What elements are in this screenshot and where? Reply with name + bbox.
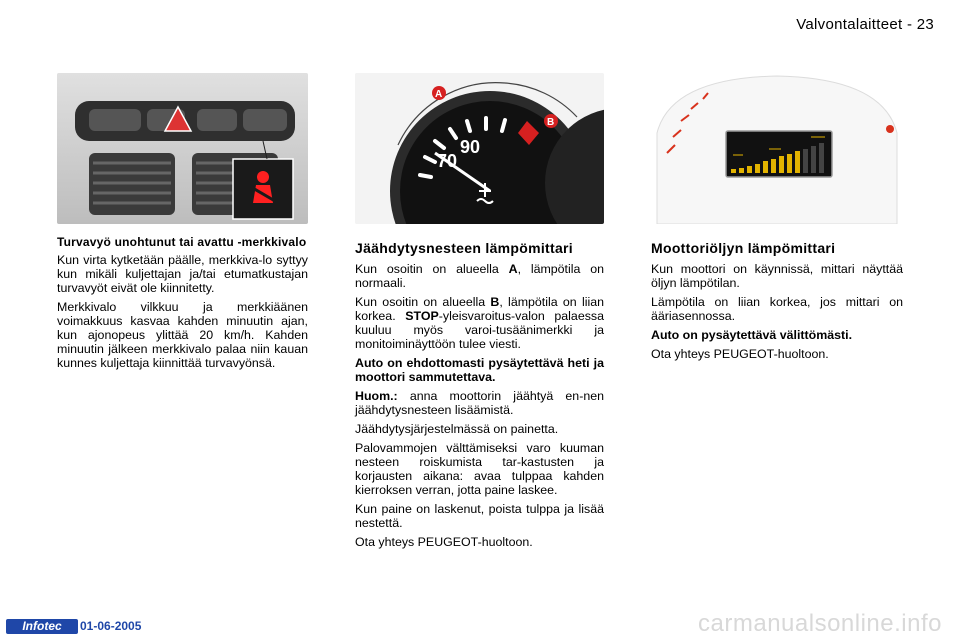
coolant-paragraph-5: Kun paine on laskenut, poista tulppa ja lisää nestettä. — [355, 502, 604, 530]
coolant-paragraph-2 — [355, 295, 604, 351]
coolant-paragraph-4: Palovammojen välttämiseksi varo kuuman nesteen roiskumista tar-kastusten ja korjausten aikana: avaa tulppaa kahden kierroksen verran, jotta paine laskee. — [355, 441, 604, 497]
coolant-paragraph-1 — [355, 262, 604, 290]
page-header: Valvontalaitteet - 23 — [796, 16, 934, 33]
coolant-note — [355, 389, 604, 417]
coolant-zone-b-ref: B — [490, 295, 500, 309]
zone-b-label: B — [547, 117, 555, 128]
note-text: anna moottorin jäähtyä en-nen jäähdytysnesteen lisäämistä. — [355, 389, 604, 417]
infotec-logo: Infotec — [6, 619, 78, 634]
coolant-p2-text-c: , lämpötila on liian korkea. — [355, 295, 604, 323]
stop-label: STOP — [405, 309, 439, 323]
coolant-paragraph-6: Ota yhteys PEUGEOT-huoltoon. — [355, 535, 533, 549]
oil-paragraph-2: Lämpötila on liian korkea, jos mittari on ääriasennossa. — [651, 295, 903, 323]
oil-temperature-display-photo — [651, 73, 903, 224]
coolant-p1-text-c: , lämpötila on normaali. — [355, 262, 604, 290]
oil-paragraph-3: Ota yhteys PEUGEOT-huoltoon. — [651, 347, 829, 361]
oil-warning: Auto on pysäytettävä välittömästi. — [651, 328, 853, 342]
column-oil-temperature — [651, 240, 903, 366]
coolant-warning: Auto on ehdottomasti pysäytettävä heti ja moottori sammutettava. — [355, 356, 604, 384]
coolant-p2-text-e: -yleisvaroitus-valon palaessa kuuluu myös varoi-tusäänimerkki ja monitoiminäyttöön tulee viesti. — [355, 309, 604, 351]
footer-date: 01-06-2005 — [80, 619, 142, 633]
coolant-p2-text-a: Kun osoitin on alueella — [355, 295, 491, 309]
note-label: Huom.: — [355, 389, 398, 403]
gauge-mark-90: 90 — [460, 137, 481, 157]
dashboard-vents-photo — [57, 73, 308, 224]
column-coolant-gauge — [355, 240, 604, 554]
coolant-gauge-photo — [355, 73, 604, 224]
seatbelt-warning-paragraph-2: Merkkivalo vilkkuu ja merkkiäänen voimakkuus kasvaa kahden minuutin ajan, kun ajonopeus ylittää 20 km/h. Kahden minuutin jälkeen merkkivalo palaa niin kauan kunnes kuljettaja kiinnittää turvavyönsä. — [57, 300, 308, 370]
gauge-mark-70: 70 — [437, 151, 458, 171]
zone-a-label: A — [435, 89, 443, 100]
oil-paragraph-1: Kun moottori on käynnissä, mittari näyttää öljyn lämpötilan. — [651, 262, 903, 290]
coolant-p1-text-a: Kun osoitin on alueella — [355, 262, 509, 276]
coolant-zone-a-ref: A — [508, 262, 518, 276]
seatbelt-warning-paragraph-1: Kun virta kytketään päälle, merkkiva-lo syttyy kun mikäli kuljettajan ja/tai etumatkustajan turvavyöt eivät ole kiinnitetty. — [57, 253, 308, 295]
oil-temperature-heading: Moottoriöljyn lämpömittari — [651, 240, 836, 256]
seatbelt-warning-heading: Turvavyö unohtunut tai avattu -merkkivalo — [57, 235, 307, 249]
coolant-gauge-heading: Jäähdytysnesteen lämpömittari — [355, 240, 573, 256]
column-seatbelt-warning — [57, 236, 308, 375]
coolant-paragraph-3: Jäähdytysjärjestelmässä on painetta. — [355, 422, 559, 436]
watermark: carmanualsonline.info — [698, 610, 942, 637]
